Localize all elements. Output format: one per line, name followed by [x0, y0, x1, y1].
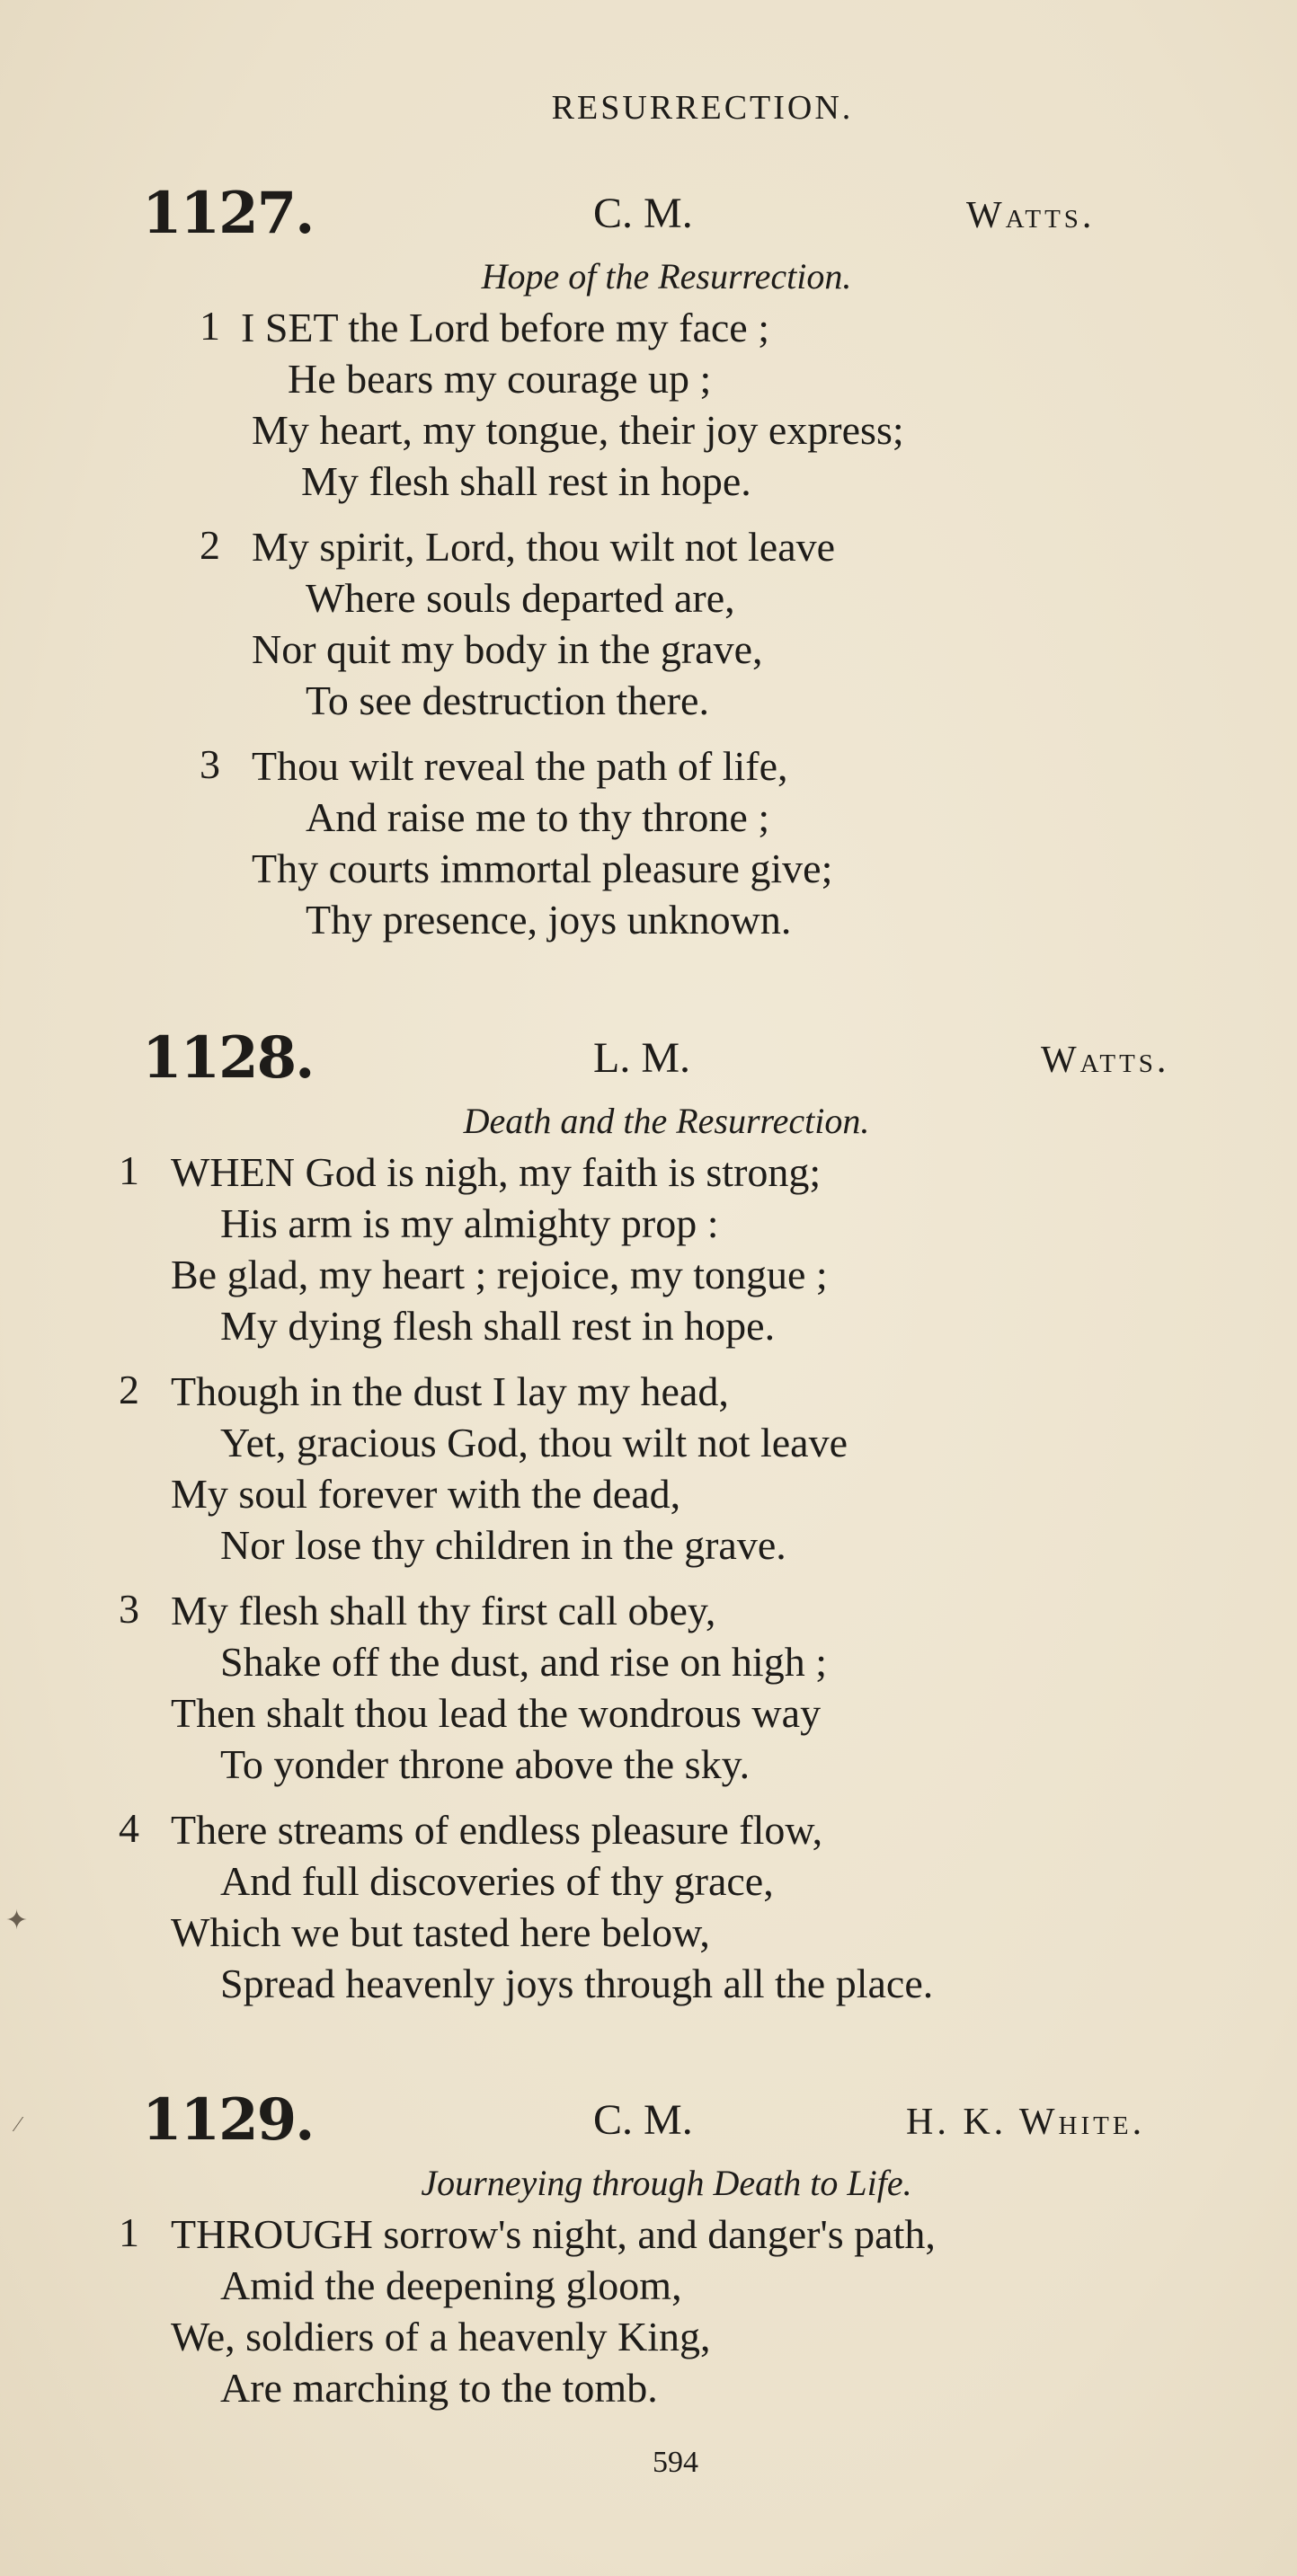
- hymn-1128: [0, 1024, 1297, 2023]
- stanza-number: 1: [119, 2209, 139, 2255]
- verse-line: Then shalt thou lead the wondrous way: [171, 1690, 822, 1736]
- verse-line: He bears my courage up ;: [288, 356, 712, 402]
- verse-line: Spread heavenly joys through all the place.: [220, 1961, 934, 2006]
- verse-line: Nor lose thy children in the grave.: [220, 1522, 786, 1568]
- stanza-2: [0, 521, 1297, 726]
- hymn-number: 1129.: [142, 2086, 314, 2154]
- hymn-meter: C. M.: [593, 2096, 693, 2144]
- hymn-1127: [0, 180, 1297, 960]
- verse-line: THROUGH sorrow's night, and danger's path,: [171, 2211, 936, 2257]
- page-number: 594: [653, 2446, 698, 2479]
- stanza-number: 1: [119, 1147, 139, 1193]
- margin-pen-mark: ⁄: [16, 2113, 21, 2137]
- stanza-1: [0, 302, 1297, 507]
- hymn-1129: [0, 2086, 1297, 2428]
- hymn-author: H. K. White.: [906, 2102, 1146, 2143]
- verse-line: We, soldiers of a heavenly King,: [171, 2314, 711, 2359]
- running-head: RESURRECTION.: [551, 89, 854, 127]
- stanza-number: 3: [119, 1586, 139, 1632]
- verse-line: Amid the deepening gloom,: [220, 2262, 682, 2308]
- verse-line: To yonder throne above the sky.: [220, 1741, 751, 1787]
- verse-line: There streams of endless pleasure flow,: [171, 1807, 823, 1853]
- margin-pen-mark: ✦: [5, 1906, 29, 1935]
- verse-line: My dying flesh shall rest in hope.: [220, 1303, 776, 1349]
- hymn-number: 1127.: [142, 180, 314, 247]
- hymn-header: [0, 2086, 1297, 2158]
- verse-line: And full discoveries of thy grace,: [220, 1858, 774, 1904]
- hymn-meter: C. M.: [593, 190, 693, 237]
- stanza-number: 2: [119, 1367, 139, 1412]
- stanza-number: 4: [119, 1805, 139, 1851]
- verse-line: Thou wilt reveal the path of life,: [252, 743, 788, 789]
- verse-line: And raise me to thy throne ;: [306, 794, 770, 840]
- verse-line: My heart, my tongue, their joy express;: [252, 407, 904, 453]
- verse-line: Which we but tasted here below,: [171, 1909, 710, 1955]
- hymn-number: 1128.: [142, 1024, 314, 1092]
- verse-line: Yet, gracious God, thou wilt not leave: [220, 1420, 848, 1465]
- verse-line: I SET the Lord before my face ;: [241, 305, 769, 350]
- verse-line: Thy courts immortal pleasure give;: [252, 845, 833, 891]
- verse-line: Nor quit my body in the grave,: [252, 626, 763, 672]
- verse-line: My flesh shall rest in hope.: [301, 458, 751, 504]
- hymn-subtitle: Death and the Resurrection.: [463, 1101, 870, 1141]
- verse-line: My flesh shall thy first call obey,: [171, 1588, 716, 1633]
- stanza-1: [0, 2209, 1297, 2413]
- stanza-3: [0, 740, 1297, 945]
- hymn-author: Watts.: [1041, 1040, 1170, 1081]
- verse-line: Be glad, my heart ; rejoice, my tongue ;: [171, 1252, 828, 1297]
- verse-line: To see destruction there.: [306, 677, 709, 723]
- hymn-meter: L. M.: [593, 1034, 690, 1082]
- verse-line: My spirit, Lord, thou wilt not leave: [252, 524, 836, 570]
- verse-line: Where souls departed are,: [306, 575, 735, 621]
- stanza-number: 1: [200, 303, 220, 349]
- verse-line: Though in the dust I lay my head,: [171, 1368, 729, 1414]
- stanza-1: [0, 1146, 1297, 1351]
- verse-line: His arm is my almighty prop :: [220, 1200, 719, 1246]
- stanza-4: [0, 1804, 1297, 2009]
- hymn-subtitle: Hope of the Resurrection.: [481, 256, 852, 297]
- verse-line: WHEN God is nigh, my faith is strong;: [171, 1149, 822, 1195]
- verse-line: Thy presence, joys unknown.: [306, 897, 792, 943]
- hymn-subtitle: Journeying through Death to Life.: [421, 2163, 912, 2203]
- stanza-2: [0, 1366, 1297, 1571]
- stanza-3: [0, 1585, 1297, 1790]
- stanza-number: 3: [200, 741, 220, 787]
- hymn-author: Watts.: [966, 195, 1096, 236]
- hymn-header: [0, 180, 1297, 252]
- verse-line: Shake off the dust, and rise on high ;: [220, 1639, 827, 1685]
- stanza-number: 2: [200, 522, 220, 568]
- verse-line: Are marching to the tomb.: [220, 2365, 658, 2411]
- hymn-header: [0, 1024, 1297, 1096]
- verse-line: My soul forever with the dead,: [171, 1471, 681, 1517]
